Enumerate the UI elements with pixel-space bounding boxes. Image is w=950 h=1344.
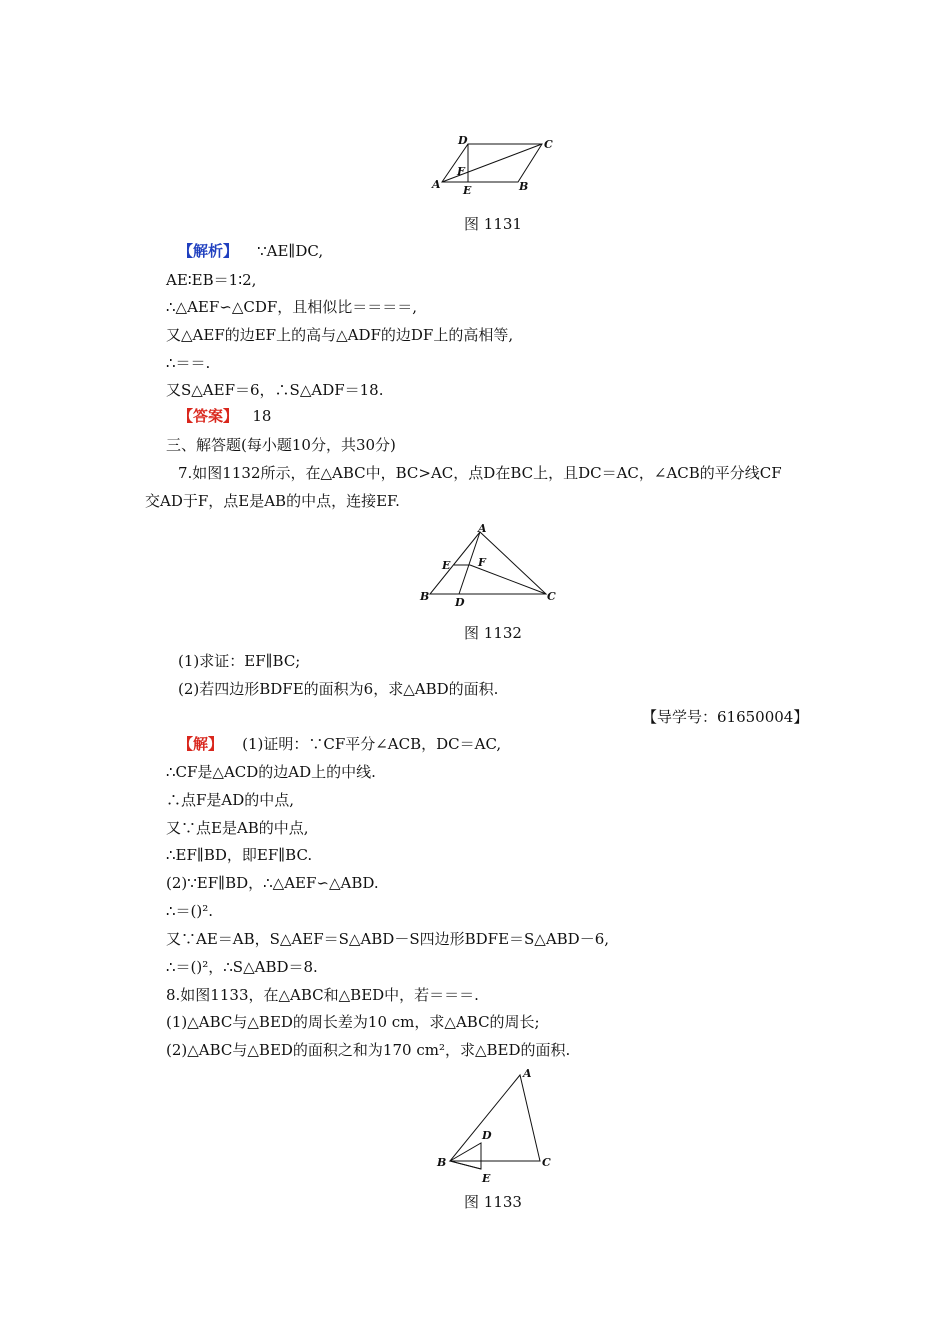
q8-line-3: (2)△ABC与△BED的面积之和为170 cm²，求△BED的面积.: [166, 1041, 571, 1059]
sol6-l2: AE∶EB＝1∶2,: [166, 271, 257, 289]
q8-line-2: (1)△ABC与△BED的周长差为10 cm，求△ABC的周长;: [166, 1013, 540, 1031]
fig1133-label-c: C: [542, 1156, 551, 1169]
fig1131-label-e: E: [463, 184, 472, 197]
answer-line: [178, 406, 271, 426]
sol7-l3: ∴点F是AD的中点,: [166, 791, 295, 809]
figure-1132-caption: 图 1132: [464, 624, 522, 642]
fig1131-label-a: A: [432, 178, 441, 191]
figure-1133-caption: 图 1133: [464, 1193, 522, 1211]
figure-1133: [430, 1065, 560, 1185]
answer-value: 18: [252, 407, 272, 425]
q7-line-2: 交AD于F，点E是AB的中点，连接EF.: [145, 492, 400, 510]
sol7-l7: ∴＝()².: [166, 902, 214, 920]
solution-tag: 【解】: [178, 735, 224, 753]
fig1132-label-c: C: [547, 590, 556, 603]
fig1132-label-b: B: [420, 590, 430, 603]
sol6-l5: ∴＝＝.: [166, 354, 211, 372]
figure-1131-caption: 图 1131: [464, 215, 522, 233]
fig1132-label-d: D: [455, 596, 465, 609]
fig1133-label-e: E: [482, 1172, 491, 1185]
section-3-heading: 三、解答题(每小题10分，共30分): [166, 436, 396, 454]
q7-line-1: 7.如图1132所示，在△ABC中，BC>AC，点D在BC上，且DC＝AC，∠ACB的平分线CF: [178, 464, 782, 482]
fig1133-label-a: A: [523, 1067, 532, 1080]
fig1132-label-e: E: [442, 559, 451, 572]
sol6-l4: 又△AEF的边EF上的高与△ADF的边DF上的高相等,: [166, 326, 514, 344]
sol6-l3: ∴△AEF∽△CDF，且相似比＝＝＝＝,: [166, 298, 418, 316]
sol6-l1: ∵AE∥DC,: [257, 242, 324, 260]
sol7-l4: 又∵点E是AB的中点,: [166, 819, 309, 837]
sol6-line-1: [178, 241, 323, 261]
answer-tag: 【答案】: [178, 407, 239, 425]
sol7-l1: (1)证明：∵CF平分∠ACB，DC＝AC,: [242, 735, 502, 753]
q7-part-2: (2)若四边形BDFE的面积为6，求△ABD的面积.: [178, 680, 499, 698]
sol7-l5: ∴EF∥BD，即EF∥BC.: [166, 846, 313, 864]
q7-part-1: (1)求证：EF∥BC;: [178, 652, 301, 670]
fig1131-label-c: C: [544, 138, 553, 151]
fig1131-label-d: D: [458, 134, 468, 147]
analysis-tag: 【解析】: [178, 242, 239, 260]
fig1133-label-d: D: [482, 1129, 492, 1142]
sol7-l2: ∴CF是△ACD的边AD上的中线.: [166, 763, 376, 781]
fig1132-label-f: F: [478, 556, 486, 569]
fig1131-label-b: B: [519, 180, 529, 193]
q8-line-1: 8.如图1133，在△ABC和△BED中，若＝＝＝.: [166, 986, 479, 1004]
sol7-l8: 又∵AE＝AB，S△AEF＝S△ABD－S四边形BDFE＝S△ABD－6,: [166, 930, 610, 948]
sol7-line-1: [178, 734, 501, 754]
figure-1132: [412, 522, 562, 612]
guide-number: 【导学号：61650004】: [642, 708, 809, 726]
fig1133-label-b: B: [437, 1156, 447, 1169]
fig1132-label-a: A: [478, 522, 487, 535]
sol6-l6: 又S△AEF＝6，∴S△ADF＝18.: [166, 381, 384, 399]
figure-1131: [425, 132, 560, 202]
sol7-l9: ∴＝()²，∴S△ABD＝8.: [166, 958, 318, 976]
sol7-l6: (2)∵EF∥BD，∴△AEF∽△ABD.: [166, 874, 379, 892]
fig1131-label-f: F: [457, 165, 465, 178]
